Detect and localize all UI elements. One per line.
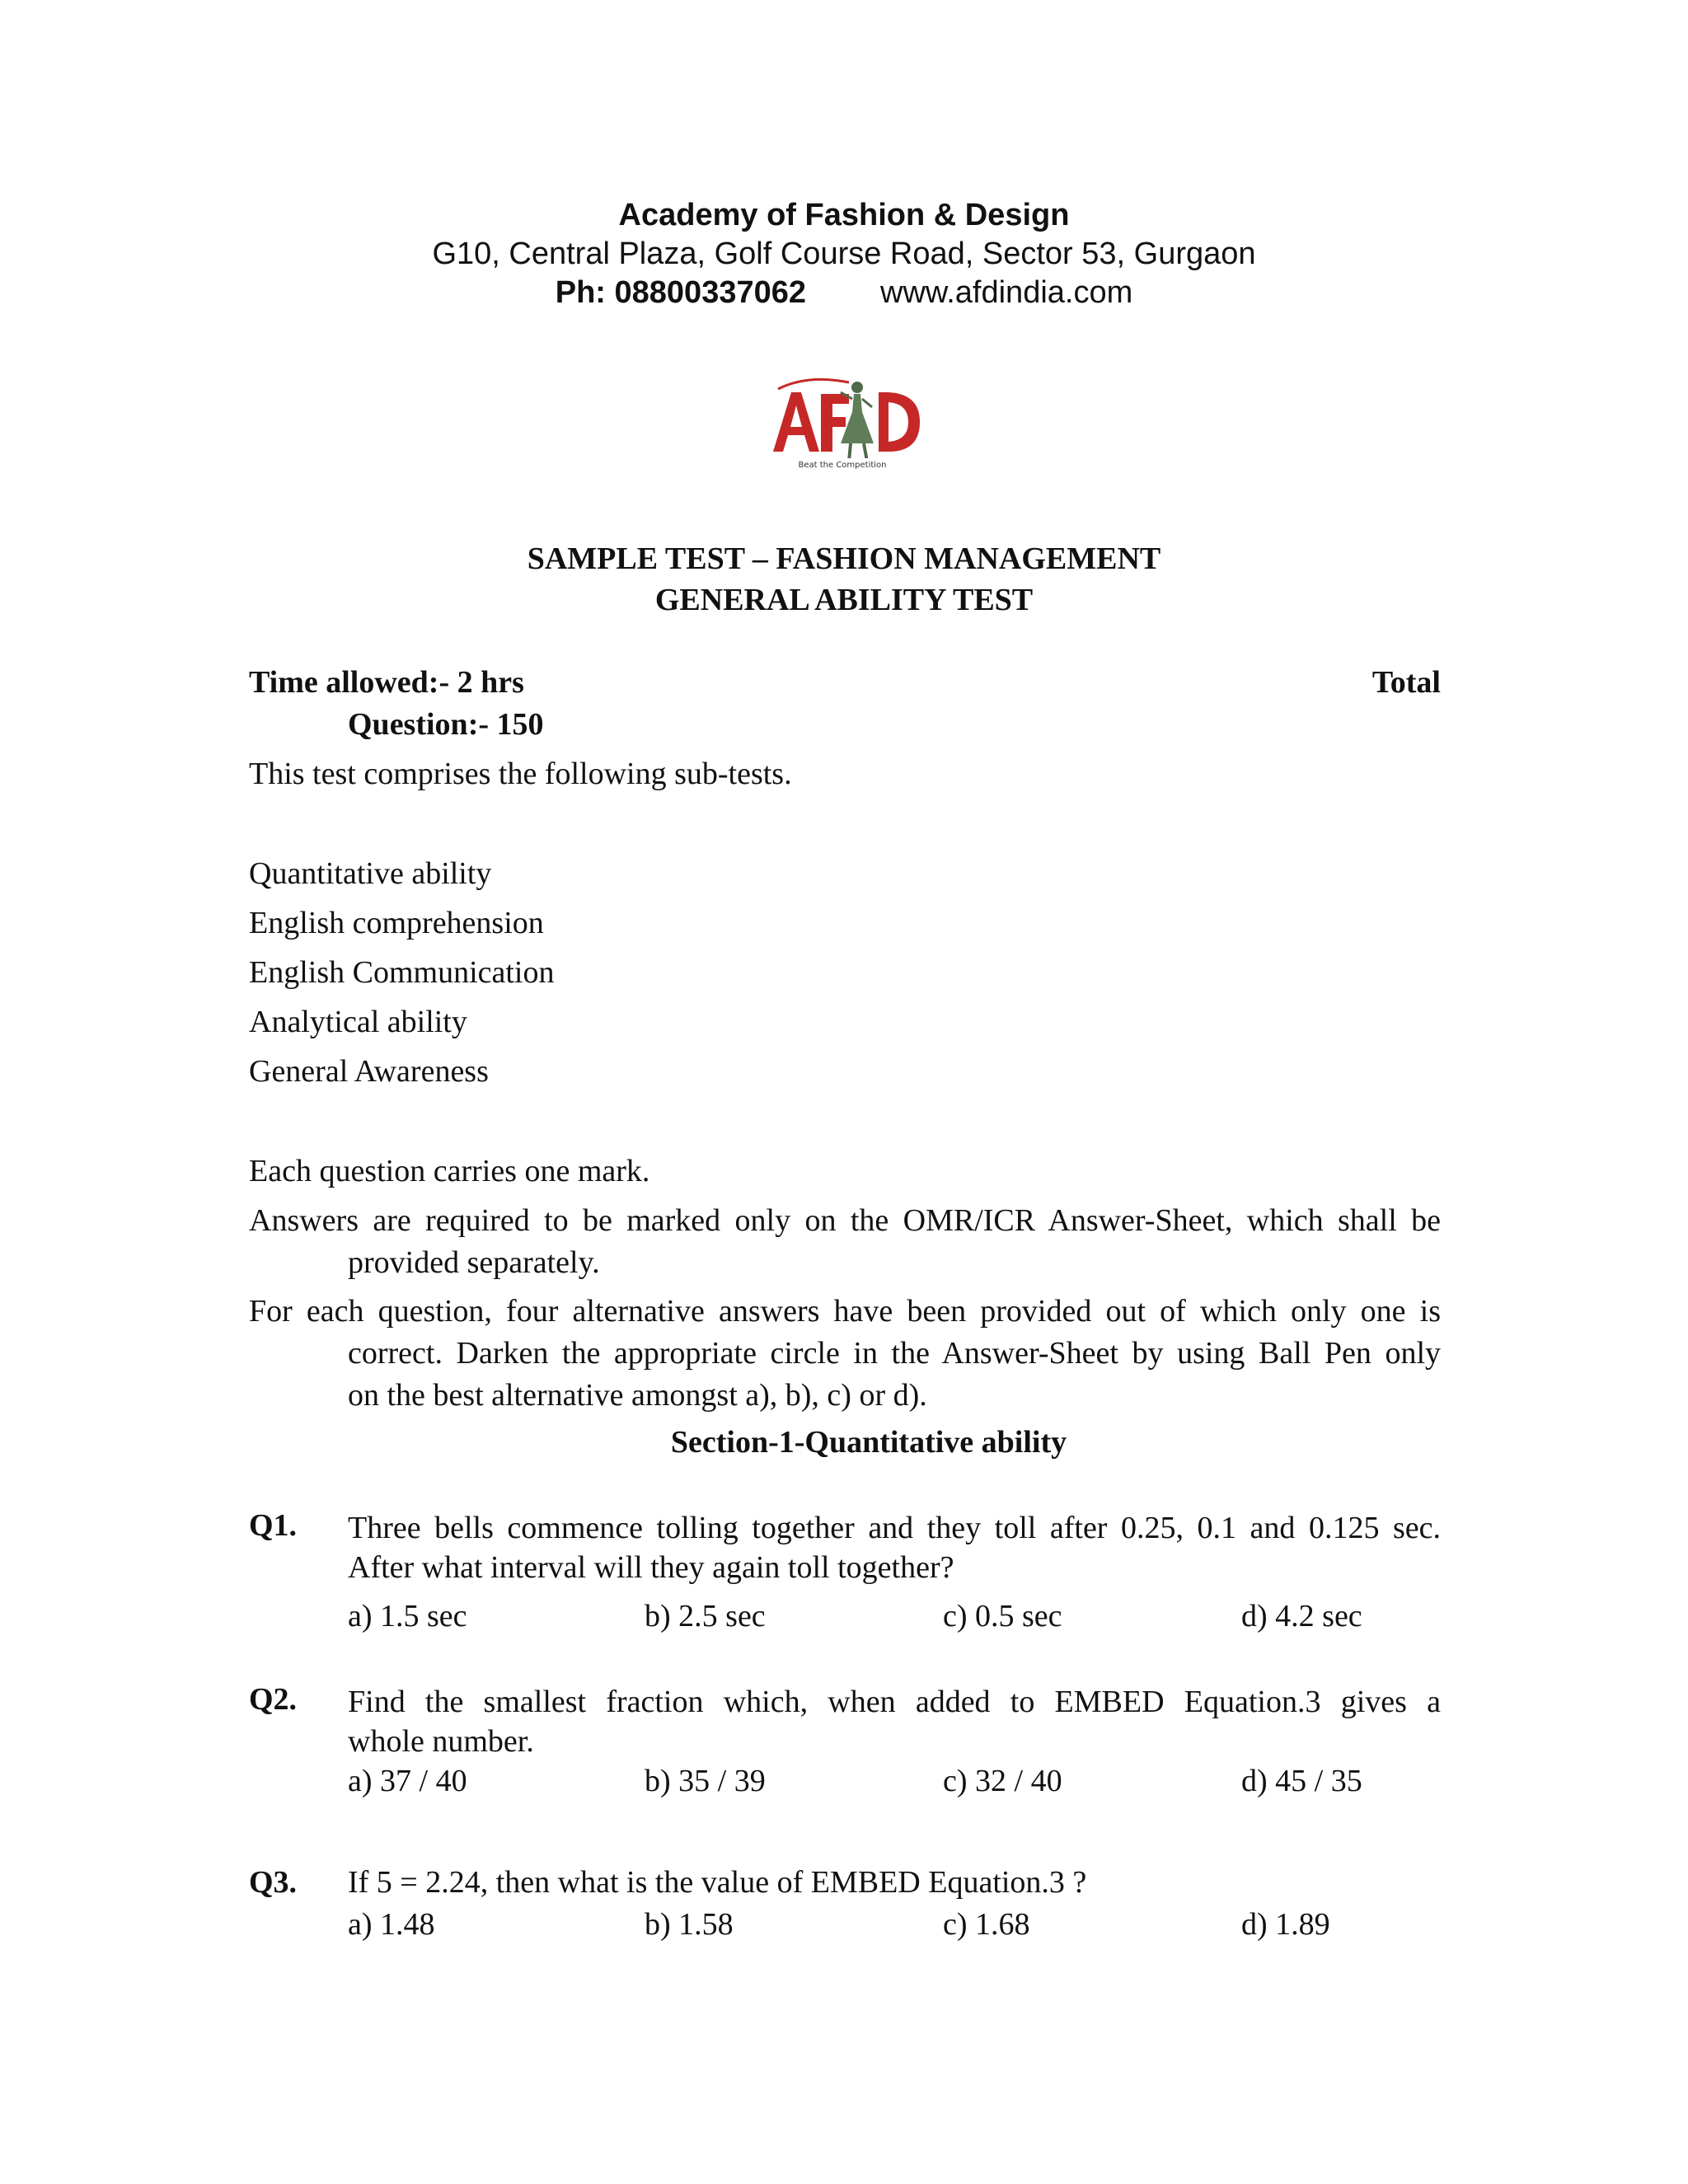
- option-a: a) 1.5 sec: [348, 1599, 467, 1633]
- option-a: a) 37 / 40: [348, 1764, 467, 1798]
- question-text: Three bells commence tolling together and they toll after 0.25, 0.1 and 0.125 sec.: [348, 1511, 1441, 1545]
- subtest-item: Analytical ability: [249, 1005, 467, 1039]
- question-text: After what interval will they again toll together?: [348, 1550, 954, 1585]
- option-a: a) 1.48: [348, 1907, 435, 1942]
- question-text: If 5 = 2.24, then what is the value of EMBED Equation.3 ?: [348, 1865, 1087, 1900]
- question-count: Question:- 150: [348, 707, 544, 742]
- test-title: SAMPLE TEST – FASHION MANAGEMENT: [527, 541, 1161, 576]
- question-label: Q3.: [249, 1865, 298, 1900]
- question-label: Q1.: [249, 1508, 298, 1543]
- logo-tagline: Beat the Competition: [798, 461, 887, 470]
- section-title: Section-1-Quantitative ability: [670, 1425, 1067, 1460]
- time-allowed: Time allowed:- 2 hrs: [249, 665, 524, 700]
- instruction-choices: For each question, four alternative answers have been provided out of which only one is correct. Darken the appropriate circle in the Answer-Sheet by using Ball Pen only on the best alternative amongst a), b), c) or d).: [249, 1294, 1441, 1413]
- subtest-item: English Communication: [249, 955, 555, 990]
- option-b: b) 1.58: [645, 1907, 734, 1942]
- afd-logo: [758, 369, 923, 476]
- option-b: b) 2.5 sec: [645, 1599, 766, 1633]
- contact-line: [0, 275, 1688, 311]
- option-c: c) 32 / 40: [943, 1764, 1062, 1798]
- option-b: b) 35 / 39: [645, 1764, 766, 1798]
- option-d: d) 1.89: [1241, 1907, 1330, 1942]
- instruction-marks: Each question carries one mark.: [249, 1154, 650, 1188]
- test-subtitle: GENERAL ABILITY TEST: [654, 583, 1034, 617]
- option-d: d) 45 / 35: [1241, 1764, 1362, 1798]
- question-label: Q2.: [249, 1682, 298, 1717]
- option-c: c) 0.5 sec: [943, 1599, 1062, 1633]
- phone-number: Ph: 08800337062: [555, 275, 806, 310]
- institute-name: Academy of Fashion & Design: [618, 198, 1070, 232]
- subtest-item: General Awareness: [249, 1054, 489, 1089]
- option-c: c) 1.68: [943, 1907, 1030, 1942]
- subtest-item: English comprehension: [249, 906, 544, 940]
- institute-address: G10, Central Plaza, Golf Course Road, Sector 53, Gurgaon: [432, 237, 1256, 271]
- intro-text: This test comprises the following sub-tests.: [249, 757, 792, 791]
- website-url: www.afdindia.com: [880, 275, 1133, 310]
- question-text: Find the smallest fraction which, when added to EMBED Equation.3 gives a: [348, 1685, 1441, 1719]
- subtest-item: Quantitative ability: [249, 856, 492, 891]
- option-d: d) 4.2 sec: [1241, 1599, 1362, 1633]
- total-label: Total: [1372, 665, 1441, 700]
- question-text: whole number.: [348, 1724, 534, 1759]
- instruction-answers: Answers are required to be marked only on the OMR/ICR Answer-Sheet, which shall be provided separately.: [249, 1203, 1441, 1280]
